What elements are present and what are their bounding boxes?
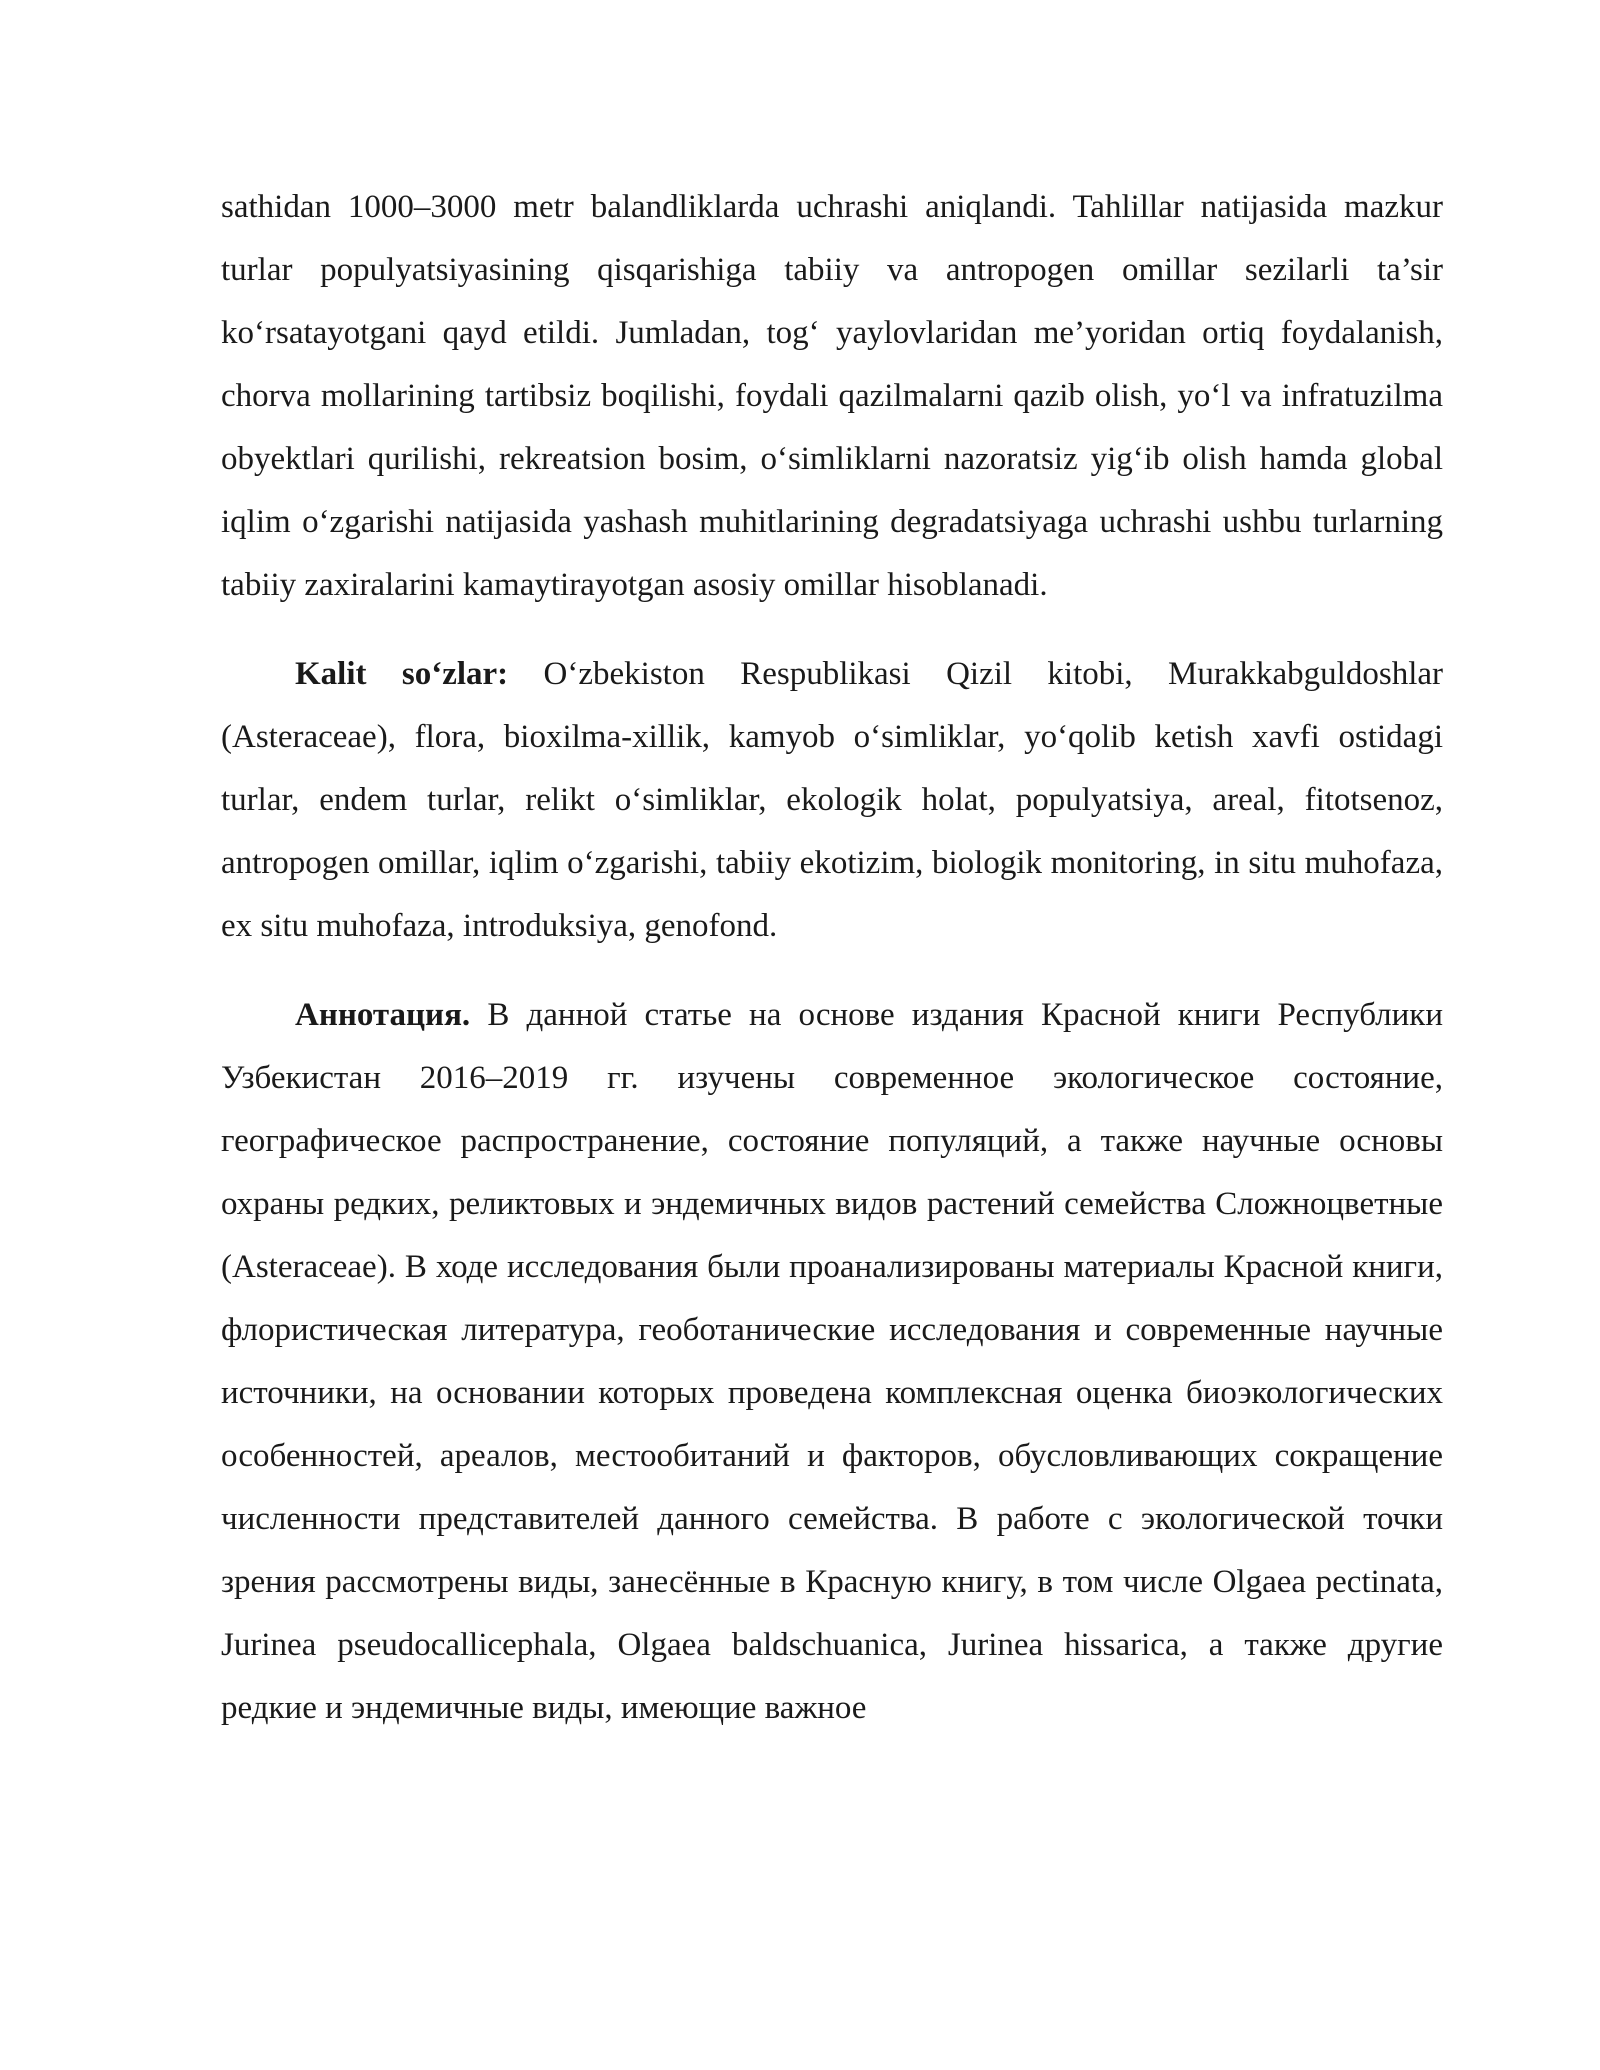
annotation-text: В данной статье на основе издания Красной книги Республики Узбекистан 2016–2019 гг. изучены современное экологическое состояние, географическое распространение, состояние популяций, а также научные основы охраны редких, реликтовых и эндемичных видов растений семейства Сложноцветные (Asteraceae). В ходе исследования были проанализированы материалы Красной книги, флористическая литература, геоботанические исследования и современные научные источники, на основании которых проведена комплексная оценка биоэкологических особенностей, ареалов, местообитаний и факторов, обусловливающих сокращение численности представителей данного семейства. В работе с экологической точки зрения рассмотрены виды, занесённые в Красную книгу, в том числе Olgaea pectinata, Jurinea pseudocallicephala, Olgaea baldschuanica, Jurinea hissarica, а также другие редкие и эндемичные виды, имеющие важное — [221, 997, 1443, 1726]
keywords-label: Kalit so‘zlar: — [295, 656, 509, 692]
document-page — [221, 176, 1443, 1740]
keywords-text: O‘zbekiston Respublikasi Qizil kitobi, Murakkabguldoshlar (Asteraceae), flora, bioxilma-xillik, kamyob o‘simliklar, yo‘qolib ketish xavfi ostidagi turlar, endem turlar, relikt o‘simliklar, ekologik holat, populyatsiya, areal, fitotsenoz, antropogen omillar, iqlim o‘zgarishi, tabiiy ekotizim, biologik monitoring, in situ muhofaza, ex situ muhofaza, introduksiya, genofond. — [221, 656, 1443, 944]
annotation-label: Аннотация. — [295, 997, 471, 1033]
russian-annotation-paragraph — [221, 984, 1443, 1740]
uzbek-abstract-paragraph: sathidan 1000–3000 metr balandliklarda uchrashi aniqlandi. Tahlillar natijasida mazkur turlar populyatsiyasining qisqarishiga tabiiy va antropogen omillar sezilarli ta’sir ko‘rsatayotgani qayd etildi. Jumladan, tog‘ yaylovlaridan me’yoridan ortiq foydalanish, chorva mollarining tartibsiz boqilishi, foydali qazilmalarni qazib olish, yo‘l va infratuzilma obyektlari qurilishi, rekreatsion bosim, o‘simliklarni nazoratsiz yig‘ib olish hamda global iqlim o‘zgarishi natijasida yashash muhitlarining degradatsiyaga uchrashi ushbu turlarning tabiiy zaxiralarini kamaytirayotgan asosiy omillar hisoblanadi. — [221, 189, 1443, 603]
keywords-paragraph — [221, 643, 1443, 958]
